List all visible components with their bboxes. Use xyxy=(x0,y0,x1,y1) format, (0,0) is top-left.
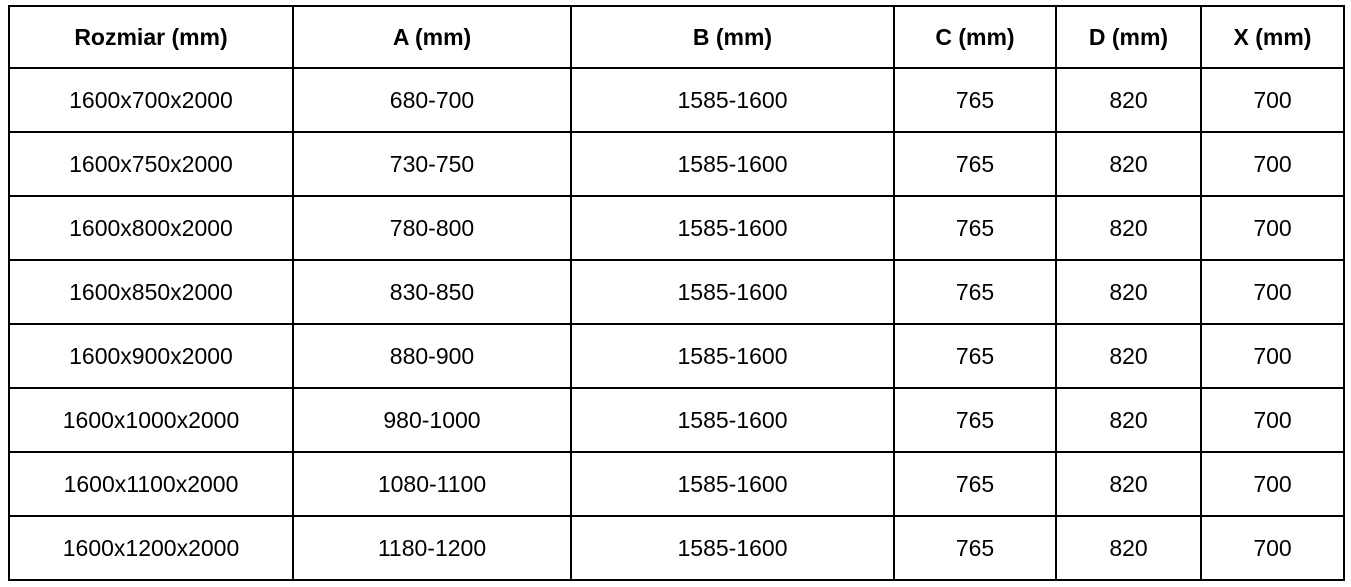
cell-x: 700 xyxy=(1201,196,1344,260)
cell-d: 820 xyxy=(1056,196,1201,260)
cell-b: 1585-1600 xyxy=(571,324,894,388)
cell-x: 700 xyxy=(1201,260,1344,324)
cell-b: 1585-1600 xyxy=(571,196,894,260)
cell-c: 765 xyxy=(894,388,1056,452)
header-cell-c: C (mm) xyxy=(894,6,1056,68)
cell-rozmiar: 1600x850x2000 xyxy=(9,260,293,324)
cell-rozmiar: 1600x750x2000 xyxy=(9,132,293,196)
table-row xyxy=(9,196,1344,260)
cell-a: 1180-1200 xyxy=(293,516,571,580)
cell-b: 1585-1600 xyxy=(571,132,894,196)
cell-a: 830-850 xyxy=(293,260,571,324)
cell-x: 700 xyxy=(1201,68,1344,132)
table-row xyxy=(9,68,1344,132)
cell-c: 765 xyxy=(894,260,1056,324)
table-row xyxy=(9,516,1344,580)
cell-c: 765 xyxy=(894,324,1056,388)
size-spec-table xyxy=(8,5,1345,581)
header-cell-a: A (mm) xyxy=(293,6,571,68)
cell-a: 880-900 xyxy=(293,324,571,388)
cell-c: 765 xyxy=(894,452,1056,516)
cell-d: 820 xyxy=(1056,132,1201,196)
table-row xyxy=(9,388,1344,452)
cell-a: 980-1000 xyxy=(293,388,571,452)
cell-d: 820 xyxy=(1056,68,1201,132)
header-cell-x: X (mm) xyxy=(1201,6,1344,68)
cell-c: 765 xyxy=(894,516,1056,580)
cell-x: 700 xyxy=(1201,516,1344,580)
cell-rozmiar: 1600x1000x2000 xyxy=(9,388,293,452)
header-row xyxy=(9,6,1344,68)
table-header-row xyxy=(9,6,1344,68)
cell-d: 820 xyxy=(1056,452,1201,516)
cell-rozmiar: 1600x1100x2000 xyxy=(9,452,293,516)
cell-x: 700 xyxy=(1201,132,1344,196)
cell-d: 820 xyxy=(1056,324,1201,388)
cell-b: 1585-1600 xyxy=(571,452,894,516)
cell-b: 1585-1600 xyxy=(571,516,894,580)
cell-rozmiar: 1600x900x2000 xyxy=(9,324,293,388)
cell-a: 780-800 xyxy=(293,196,571,260)
table-body xyxy=(9,68,1344,580)
cell-a: 730-750 xyxy=(293,132,571,196)
cell-x: 700 xyxy=(1201,452,1344,516)
cell-rozmiar: 1600x700x2000 xyxy=(9,68,293,132)
table-row xyxy=(9,324,1344,388)
table-row xyxy=(9,452,1344,516)
table-row xyxy=(9,132,1344,196)
header-cell-rozmiar: Rozmiar (mm) xyxy=(9,6,293,68)
cell-b: 1585-1600 xyxy=(571,260,894,324)
cell-b: 1585-1600 xyxy=(571,388,894,452)
cell-x: 700 xyxy=(1201,388,1344,452)
cell-d: 820 xyxy=(1056,388,1201,452)
cell-c: 765 xyxy=(894,196,1056,260)
cell-rozmiar: 1600x1200x2000 xyxy=(9,516,293,580)
header-cell-d: D (mm) xyxy=(1056,6,1201,68)
cell-rozmiar: 1600x800x2000 xyxy=(9,196,293,260)
cell-d: 820 xyxy=(1056,516,1201,580)
cell-c: 765 xyxy=(894,132,1056,196)
header-cell-b: B (mm) xyxy=(571,6,894,68)
cell-a: 1080-1100 xyxy=(293,452,571,516)
cell-d: 820 xyxy=(1056,260,1201,324)
table-row xyxy=(9,260,1344,324)
cell-b: 1585-1600 xyxy=(571,68,894,132)
cell-a: 680-700 xyxy=(293,68,571,132)
cell-x: 700 xyxy=(1201,324,1344,388)
cell-c: 765 xyxy=(894,68,1056,132)
